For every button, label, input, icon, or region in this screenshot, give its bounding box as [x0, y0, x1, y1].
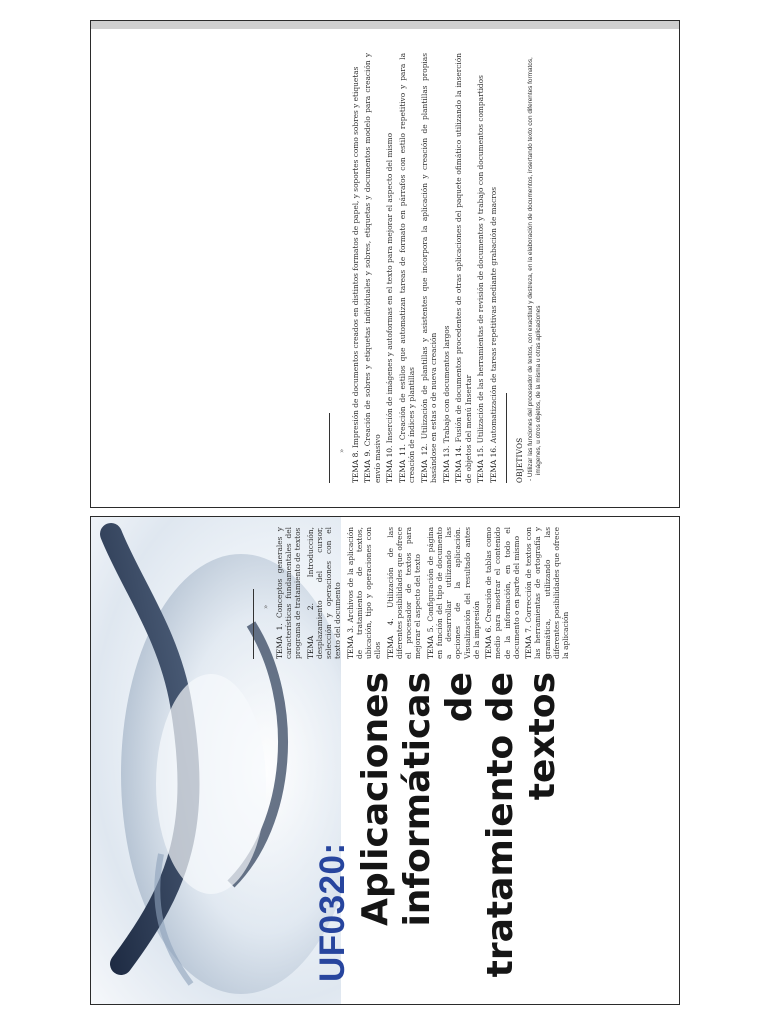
tema-item [426, 527, 482, 659]
down-arrow-icon: » [262, 604, 270, 609]
title-line: informáticas de [396, 672, 480, 927]
bottom-rule [253, 589, 254, 659]
title-line: tratamiento de [480, 672, 522, 978]
tema-item [476, 53, 485, 483]
tema-label: TEMA 5. [425, 625, 435, 659]
tema-label: TEMA 10. [385, 445, 395, 483]
tema-text: Archivos de la aplicación de tratamiento de textos, ubicación, tipo y operaciones con ellos [345, 527, 383, 659]
tema-text: Utilización de las herramientas de revisión de documentos y trabajo con documentos compartidos [476, 75, 486, 446]
tema-label: TEMA 3. [345, 625, 355, 659]
down-arrow-icon: » [338, 448, 346, 453]
tema-label: TEMA 14. [454, 445, 464, 483]
tema-text: Creación de estilos que automatizan tareas de formato en párrafos con estilo repetitivo y para la creación de índices y plantillas [397, 53, 417, 483]
top-body [329, 53, 543, 483]
tema-item [442, 53, 451, 483]
tema-text: Introducción, desplazamiento del cursor, selección y operaciones con el texto del documento [305, 527, 343, 659]
tema-text: Inserción de imágenes y autoformas en el texto para mejorar el aspecto del mismo [385, 132, 395, 446]
tema-label: TEMA 12. [419, 443, 429, 483]
tema-item [524, 527, 570, 659]
tema-label: TEMA 11. [397, 444, 407, 483]
tema-item [454, 53, 473, 483]
tema-text: Creación de tablas como medio para mostrar el contenido de la información, en todo el documento o en parte del mismo [484, 527, 521, 659]
tema-label: TEMA 9. [363, 449, 373, 483]
tema-text: Utilización de plantillas y asistentes que incorpora la aplicación y creación de plantillas propias basándose en estas o de nueva creación [419, 53, 439, 483]
tema-label: TEMA 8. [350, 450, 360, 483]
top-rule [329, 413, 330, 483]
objectives-title: OBJETIVOS [515, 437, 525, 483]
title-line: textos [522, 672, 563, 801]
tema-item [386, 527, 423, 659]
tema-text: Automatización de tareas repetitivas mediante grabación de macros [488, 187, 498, 446]
bottom-tema-list [275, 527, 571, 659]
tema-item [306, 527, 343, 659]
tema-text: Trabajo con documentos largos [441, 325, 451, 446]
objective-item: - Utilizar las funciones del procesador de textos, con exactitud y destreza, en la elaboración de documentos, insertando texto con diferentes formatos, imágenes, u otros objetos, de la misma u otras aplicaciones [527, 57, 543, 481]
tema-label: TEMA 7. [524, 625, 533, 659]
page-top-stripe [91, 21, 679, 29]
title-line: Aplicaciones [355, 672, 396, 926]
page-top-content [91, 21, 679, 507]
tema-text: Configuración de página en función del tipo de documento a desarrollar utilizando las opciones de la aplicación. Visualización del resultado antes de la impresión [425, 527, 481, 659]
tema-item [385, 53, 394, 483]
tema-text: Fusión de documentos procedentes de otras aplicaciones del paquete ofimático utilizando la inserción de objetos del menú Insertar [454, 53, 473, 483]
objective-text: Utilizar las funciones del procesador de textos, con exactitud y destreza, en la elaboración de documentos, insertando texto con diferentes formatos, imágenes, u otros objetos, de la misma u otras aplicaciones [527, 57, 543, 478]
tema-label: TEMA 6. [484, 625, 493, 659]
tema-item [398, 53, 417, 483]
tema-item [484, 527, 521, 659]
tema-item [363, 53, 382, 483]
tema-label: TEMA 13. [441, 445, 451, 483]
tema-text: Conceptos generales y características fundamentales del programa de tratamiento de textos [274, 527, 303, 659]
tema-item [351, 53, 360, 483]
tema-item [346, 527, 383, 659]
tema-text: Impresión de documentos creados en distintos formatos de papel, y soportes como sobres y etiquetas [350, 66, 360, 451]
tema-label: TEMA 1. [274, 623, 284, 659]
tema-item [275, 527, 303, 659]
tema-item [420, 53, 439, 483]
top-tema-list [351, 53, 498, 483]
tema-label: TEMA 15. [476, 445, 486, 483]
tema-item [489, 53, 498, 483]
tema-text: Creación de sobres y etiquetas individuales y sobres, etiquetas y documentos modelo para creación y envío masivo [363, 53, 382, 483]
tema-label: TEMA 16. [488, 445, 498, 483]
tema-text: Utilización de las diferentes posibilidades que ofrece el procesador de textos para mejorar el aspecto del texto [385, 527, 423, 659]
unit-title [355, 672, 564, 982]
objectives-list [527, 53, 543, 483]
objectives-rule [506, 393, 507, 483]
unit-code: UF0320: [313, 842, 352, 982]
tema-label: TEMA 2. [305, 603, 315, 659]
page-bottom-content [91, 517, 679, 1004]
page-top [90, 20, 680, 508]
page-bottom [90, 516, 680, 1005]
bottom-tema-list-wrapper [253, 527, 573, 659]
tema-text: Corrección de textos con las herramientas de ortografía y gramática, utilizando las diferentes posibilidades que ofrece la aplicación [524, 527, 570, 659]
tema-label: TEMA 4. [385, 618, 395, 659]
